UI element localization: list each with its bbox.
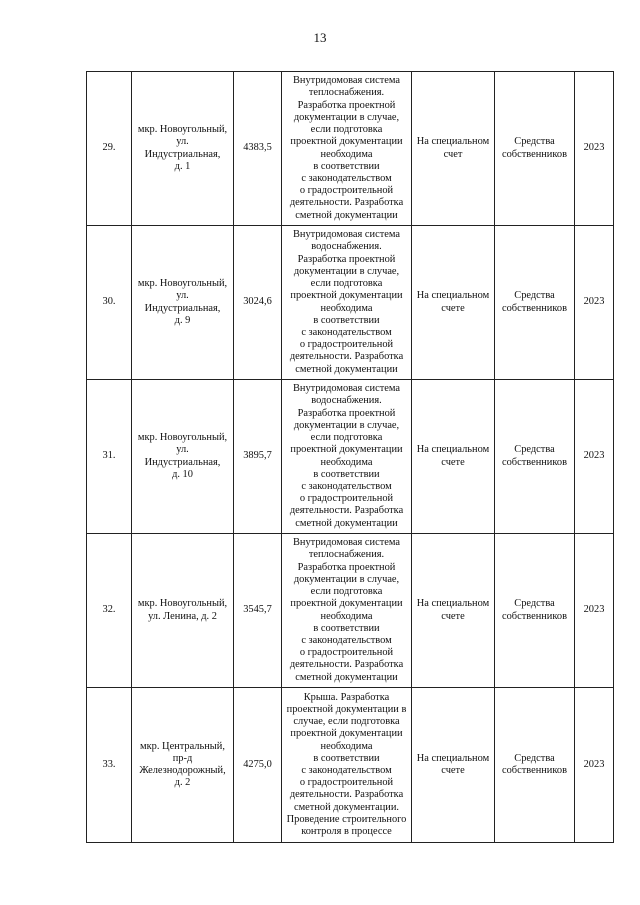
work-type-cell: Внутридомовая система теплоснабжения. Разработка проектной документации в случае, если подготовка проектной документации необходима в соответствии с законодательством о градостроительной деятельности. Разработка сметной документации — [282, 72, 412, 226]
table-row — [87, 380, 614, 534]
table-row — [87, 688, 614, 843]
work-type-cell: Внутридомовая система водоснабжения. Разработка проектной документации в случае, если подготовка проектной документации необходима в соответствии с законодательством о градостроительной деятельности. Разработка сметной документации — [282, 226, 412, 380]
fund-method-cell: На специальном счете — [412, 380, 495, 534]
address-cell: мкр. Новоугольный, ул. Индустриальная, д. 10 — [132, 380, 234, 534]
address-cell: мкр. Новоугольный, ул. Индустриальная, д. 1 — [132, 72, 234, 226]
year-cell: 2023 — [575, 534, 614, 688]
fund-method-cell: На специальном счете — [412, 688, 495, 843]
fund-method-cell: На специальном счете — [412, 226, 495, 380]
capital-repair-table — [86, 71, 614, 843]
area-cell: 3024,6 — [234, 226, 282, 380]
funding-source-cell: Средства собственников — [495, 72, 575, 226]
funding-source-cell: Средства собственников — [495, 534, 575, 688]
area-cell: 3545,7 — [234, 534, 282, 688]
row-number: 29. — [87, 72, 132, 226]
funding-source-cell: Средства собственников — [495, 226, 575, 380]
table-row — [87, 534, 614, 688]
work-type-cell: Внутридомовая система теплоснабжения. Разработка проектной документации в случае, если подготовка проектной документации необходима в соответствии с законодательством о градостроительной деятельности. Разработка сметной документации — [282, 534, 412, 688]
row-number: 31. — [87, 380, 132, 534]
table-row — [87, 226, 614, 380]
area-cell: 4275,0 — [234, 688, 282, 843]
page-number: 13 — [313, 30, 327, 45]
row-number: 33. — [87, 688, 132, 843]
fund-method-cell: На специальном счет — [412, 72, 495, 226]
funding-source-cell: Средства собственников — [495, 688, 575, 843]
row-number: 32. — [87, 534, 132, 688]
year-cell: 2023 — [575, 688, 614, 843]
year-cell: 2023 — [575, 226, 614, 380]
row-number: 30. — [87, 226, 132, 380]
year-cell: 2023 — [575, 72, 614, 226]
fund-method-cell: На специальном счете — [412, 534, 495, 688]
year-cell: 2023 — [575, 380, 614, 534]
work-type-cell: Крыша. Разработка проектной документации в случае, если подготовка проектной документации необходима в соответствии с законодательством о градостроительной деятельности. Разработка сметной документации. Проведение строительного контроля в процессе — [282, 688, 412, 843]
area-cell: 3895,7 — [234, 380, 282, 534]
address-cell: мкр. Центральный, пр-д Железнодорожный, д. 2 — [132, 688, 234, 843]
address-cell: мкр. Новоугольный, ул. Индустриальная, д. 9 — [132, 226, 234, 380]
table-row — [87, 72, 614, 226]
area-cell: 4383,5 — [234, 72, 282, 226]
address-cell: мкр. Новоугольный, ул. Ленина, д. 2 — [132, 534, 234, 688]
funding-source-cell: Средства собственников — [495, 380, 575, 534]
work-type-cell: Внутридомовая система водоснабжения. Разработка проектной документации в случае, если подготовка проектной документации необходима в соответствии с законодательством о градостроительной деятельности. Разработка сметной документации — [282, 380, 412, 534]
